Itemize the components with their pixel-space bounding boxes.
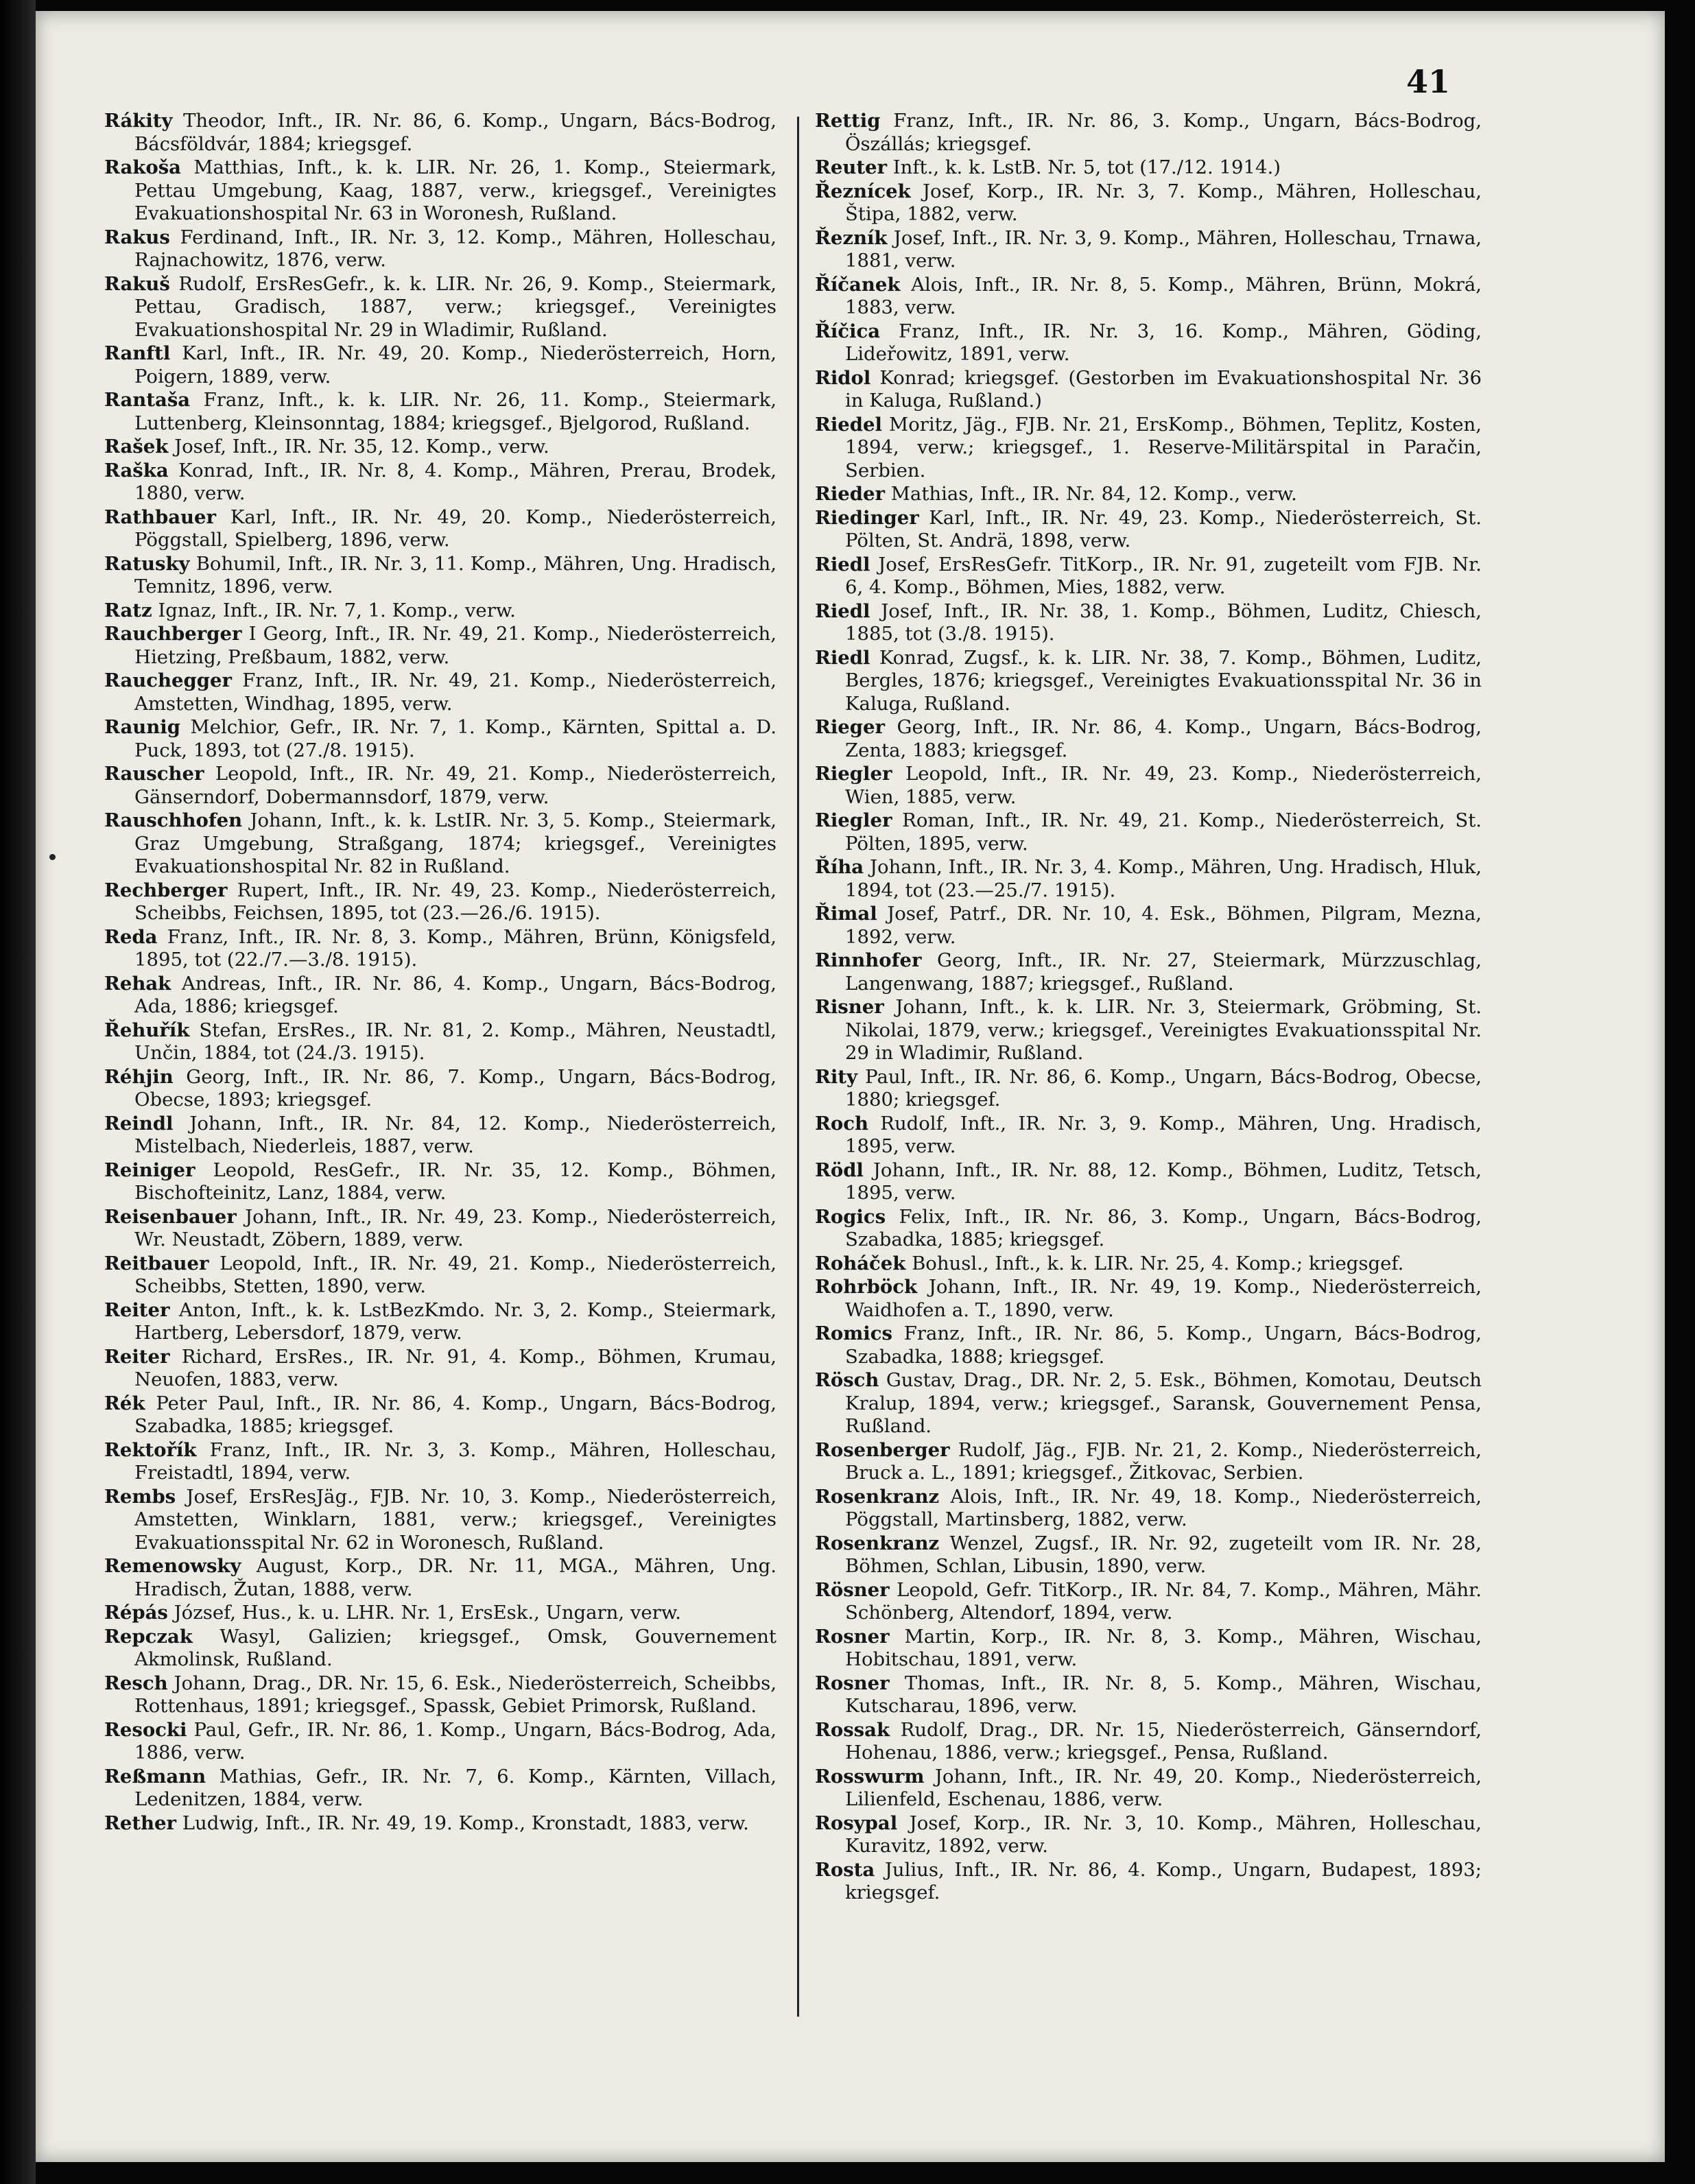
margin-mark: [49, 854, 56, 860]
page-number: 41: [1406, 63, 1451, 100]
entry-surname: Resocki: [104, 1718, 187, 1741]
entry-details: Rudolf, Jäg., FJB. Nr. 21, 2. Komp., Niederösterreich, Bruck a. L., 1891; kriegsgef., Žitkovac, Serbien.: [845, 1438, 1482, 1484]
entry-surname: Říčanek: [815, 273, 901, 296]
entry-details: Leopold, ResGefr., IR. Nr. 35, 12. Komp., Böhmen, Bischofteinitz, Lanz, 1884, verw.: [134, 1159, 777, 1204]
entry-surname: Reiniger: [104, 1159, 195, 1181]
entry-surname: Riedl: [815, 646, 870, 669]
casualty-entry: [104, 879, 777, 925]
casualty-entry: [815, 1113, 1482, 1159]
casualty-entry: [815, 554, 1482, 600]
casualty-entry: [104, 1019, 777, 1065]
casualty-entry: [104, 553, 777, 599]
casualty-entry: [815, 507, 1482, 553]
entry-surname: Říčica: [815, 320, 881, 342]
casualty-entry: [104, 763, 777, 809]
entry-surname: Riedinger: [815, 506, 919, 529]
casualty-entry: [815, 1859, 1482, 1905]
entry-details: Rudolf, ErsResGefr., k. k. LIR. Nr. 26, 9. Komp., Steiermark, Pettau, Gradisch, 1887, verw.; kriegsgef., Vereinigtes Evakuationshospital Nr. 29 in Wladimir, Rußland.: [134, 272, 777, 341]
entry-surname: Rity: [815, 1065, 857, 1088]
entry-details: Melchior, Gefr., IR. Nr. 7, 1. Komp., Kärnten, Spittal a. D. Puck, 1893, tot (27./8. 1915).: [134, 716, 777, 761]
entry-surname: Risner: [815, 996, 884, 1018]
entry-surname: Rauschhofen: [104, 809, 243, 831]
casualty-entry: [815, 483, 1482, 506]
entry-details: Rudolf, Inft., IR. Nr. 3, 9. Komp., Mähren, Ung. Hradisch, 1895, verw.: [845, 1112, 1482, 1157]
entry-details: Stefan, ErsRes., IR. Nr. 81, 2. Komp., Mähren, Neustadtl, Unčin, 1884, tot (24./3. 1915).: [134, 1019, 777, 1064]
casualty-entry: [815, 1626, 1482, 1672]
entry-surname: Reindl: [104, 1112, 174, 1135]
entry-surname: Roháček: [815, 1252, 906, 1274]
entry-surname: Riegler: [815, 763, 892, 785]
entry-details: Mathias, Gefr., IR. Nr. 7, 6. Komp., Kärnten, Villach, Ledenitzen, 1884, verw.: [134, 1765, 777, 1810]
entry-surname: Réhjin: [104, 1065, 174, 1088]
entry-surname: Řeznícek: [815, 180, 911, 202]
column-divider: [797, 117, 799, 2017]
casualty-entry: [104, 1206, 777, 1252]
entry-details: Johann, Inft., IR. Nr. 88, 12. Komp., Böhmen, Luditz, Tetsch, 1895, verw.: [845, 1159, 1482, 1204]
entry-surname: Riegler: [815, 809, 892, 831]
entry-details: Franz, Inft., k. k. LIR. Nr. 26, 11. Komp., Steiermark, Luttenberg, Kleinsonntag, 1884; kriegsgef., Bjelgorod, Rußland.: [134, 389, 777, 434]
entry-surname: Ranftl: [104, 342, 171, 364]
entry-details: Johann, Drag., DR. Nr. 15, 6. Esk., Niederösterreich, Scheibbs, Rottenhaus, 1891; kriegsgef., Spassk, Gebiet Primorsk, Rußland.: [134, 1672, 777, 1717]
entry-surname: Rether: [104, 1812, 177, 1834]
entry-details: József, Hus., k. u. LHR. Nr. 1, ErsEsk., Ungarn, verw.: [174, 1602, 681, 1624]
entry-surname: Reitbauer: [104, 1252, 209, 1274]
entry-details: Josef, Patrf., DR. Nr. 10, 4. Esk., Böhmen, Pilgram, Mezna, 1892, verw.: [845, 903, 1482, 948]
casualty-entry: [104, 1486, 777, 1555]
entry-surname: Rektořík: [104, 1438, 197, 1461]
casualty-entry: [104, 1392, 777, 1438]
entry-surname: Remenowsky: [104, 1555, 241, 1577]
casualty-entry: [815, 1719, 1482, 1765]
casualty-entry: [104, 1253, 777, 1298]
casualty-entry: [815, 320, 1482, 366]
entry-details: Franz, Inft., IR. Nr. 8, 3. Komp., Mähren, Brünn, Königsfeld, 1895, tot (22./7.—3./8. 1915).: [134, 925, 777, 971]
entry-surname: Rathbauer: [104, 506, 217, 528]
casualty-entry: [815, 1486, 1482, 1532]
casualty-entry: [104, 342, 777, 388]
casualty-entry: [815, 1672, 1482, 1718]
entry-details: Johann, Inft., IR. Nr. 49, 20. Komp., Niederösterreich, Lilienfeld, Eschenau, 1886, verw.: [845, 1765, 1482, 1810]
casualty-entry: [815, 716, 1482, 762]
entry-details: Ferdinand, Inft., IR. Nr. 3, 12. Komp., Mähren, Holleschau, Rajnachowitz, 1876, verw.: [134, 226, 777, 271]
entry-surname: Romics: [815, 1322, 892, 1344]
entry-details: Richard, ErsRes., IR. Nr. 91, 4. Komp., Böhmen, Krumau, Neuofen, 1883, verw.: [134, 1345, 777, 1390]
right-column: [815, 110, 1482, 1906]
entry-details: Ignaz, Inft., IR. Nr. 7, 1. Komp., verw.: [158, 599, 516, 621]
entry-details: Mathias, Inft., IR. Nr. 84, 12. Komp., verw.: [890, 483, 1297, 505]
entry-surname: Rakoša: [104, 156, 182, 178]
entry-details: Konrad; kriegsgef. (Gestorben im Evakuationshospital Nr. 36 in Kaluga, Rußland.): [845, 366, 1482, 412]
entry-surname: Repczak: [104, 1625, 193, 1648]
entry-details: Franz, Inft., IR. Nr. 86, 5. Komp., Ungarn, Bács-Bodrog, Szabadka, 1888; kriegsgef.: [845, 1322, 1482, 1368]
entry-surname: Rauscher: [104, 763, 204, 785]
entry-details: Johann, Inft., k. k. LIR. Nr. 3, Steiermark, Gröbming, St. Nikolai, 1879, verw.; kriegsgef., Vereinigtes Evakuationsspital Nr. 29 in Wladimir, Rußland.: [845, 996, 1482, 1064]
entry-surname: Řimal: [815, 903, 877, 925]
entry-surname: Říha: [815, 856, 864, 878]
entry-surname: Rosenkranz: [815, 1532, 940, 1554]
entry-details: Josef, Inft., IR. Nr. 38, 1. Komp., Böhmen, Luditz, Chiesch, 1885, tot (3./8. 1915).: [845, 600, 1482, 645]
casualty-entry: [815, 1812, 1482, 1858]
entry-details: Leopold, Inft., IR. Nr. 49, 21. Komp., Niederösterreich, Gänserndorf, Dobermannsdorf, 1879, verw.: [134, 763, 777, 808]
casualty-entry: [815, 763, 1482, 809]
entry-surname: Reda: [104, 925, 158, 948]
entry-details: Wasyl, Galizien; kriegsgef., Omsk, Gouvernement Akmolinsk, Rußland.: [134, 1625, 777, 1670]
entry-surname: Rogics: [815, 1205, 886, 1228]
casualty-entry: [104, 1346, 777, 1392]
entry-surname: Rosswurm: [815, 1765, 925, 1788]
casualty-entry: [104, 1719, 777, 1765]
entry-details: Karl, Inft., IR. Nr. 49, 20. Komp., Niederösterreich, Horn, Poigern, 1889, verw.: [134, 342, 777, 388]
casualty-entry: [815, 1439, 1482, 1485]
entry-details: Paul, Gefr., IR. Nr. 86, 1. Komp., Ungarn, Bács-Bodrog, Ada, 1886, verw.: [134, 1718, 777, 1764]
left-column: [104, 110, 777, 1836]
casualty-entry: [815, 1253, 1482, 1276]
casualty-entry: [815, 227, 1482, 273]
entry-details: Johann, Inft., IR. Nr. 49, 19. Komp., Niederösterreich, Waidhofen a. T., 1890, verw.: [845, 1276, 1482, 1321]
entry-details: Julius, Inft., IR. Nr. 86, 4. Komp., Ungarn, Budapest, 1893; kriegsgef.: [845, 1858, 1482, 1903]
entry-details: Franz, Inft., IR. Nr. 3, 3. Komp., Mähren, Holleschau, Freistadtl, 1894, verw.: [134, 1438, 777, 1484]
entry-surname: Ratz: [104, 599, 152, 621]
casualty-entry: [104, 110, 777, 156]
casualty-entry: [104, 809, 777, 879]
entry-details: August, Korp., DR. Nr. 11, MGA., Mähren, Ung. Hradisch, Žutan, 1888, verw.: [134, 1555, 777, 1600]
entry-surname: Reiter: [104, 1345, 170, 1368]
entry-details: Bohusl., Inft., k. k. LIR. Nr. 25, 4. Komp.; kriegsgef.: [912, 1252, 1404, 1274]
scan-left-edge: [0, 0, 36, 2184]
casualty-entry: [815, 180, 1482, 226]
casualty-entry: [104, 506, 777, 552]
entry-details: Roman, Inft., IR. Nr. 49, 21. Komp., Niederösterreich, St. Pölten, 1895, verw.: [845, 809, 1482, 855]
casualty-entry: [104, 926, 777, 972]
entry-details: Ludwig, Inft., IR. Nr. 49, 19. Komp., Kronstadt, 1883, verw.: [182, 1812, 749, 1834]
casualty-entry: [815, 156, 1482, 180]
entry-details: Theodor, Inft., IR. Nr. 86, 6. Komp., Ungarn, Bács-Bodrog, Bácsföldvár, 1884; kriegsgef.: [134, 110, 777, 155]
entry-details: Thomas, Inft., IR. Nr. 8, 5. Komp., Mähren, Wischau, Kutscharau, 1896, verw.: [845, 1672, 1482, 1717]
casualty-entry: [104, 600, 777, 623]
entry-surname: Reiter: [104, 1298, 170, 1321]
casualty-entry: [104, 1066, 777, 1112]
entry-surname: Rauchberger: [104, 623, 242, 645]
entry-details: Leopold, Gefr. TitKorp., IR. Nr. 84, 7. Komp., Mähren, Mähr. Schönberg, Altendorf, 1894, verw.: [845, 1578, 1482, 1624]
entry-details: Anton, Inft., k. k. LstBezKmdo. Nr. 3, 2. Komp., Steiermark, Hartberg, Lebersdorf, 1879, verw.: [134, 1298, 777, 1344]
casualty-entry: [815, 1579, 1482, 1625]
entry-surname: Reisenbauer: [104, 1205, 237, 1228]
entry-surname: Resch: [104, 1672, 168, 1694]
entry-details: Peter Paul, Inft., IR. Nr. 86, 4. Komp., Ungarn, Bács-Bodrog, Szabadka, 1885; kriegsgef.: [134, 1392, 777, 1437]
entry-surname: Řezník: [815, 226, 888, 249]
entry-details: Josef, ErsResJäg., FJB. Nr. 10, 3. Komp., Niederösterreich, Amstetten, Winklarn, 1881, verw.; kriegsgef., Vereinigtes Evakuationsspital Nr. 62 in Woronesch, Rußland.: [134, 1485, 777, 1554]
entry-details: Martin, Korp., IR. Nr. 8, 3. Komp., Mähren, Wischau, Hobitschau, 1891, verw.: [845, 1625, 1482, 1670]
entry-details: Franz, Inft., IR. Nr. 86, 3. Komp., Ungarn, Bács-Bodrog, Öszállás; kriegsgef.: [845, 110, 1482, 155]
casualty-entry: [815, 996, 1482, 1065]
entry-details: Georg, Inft., IR. Nr. 27, Steiermark, Mürzzuschlag, Langenwang, 1887; kriegsgef., Rußland.: [845, 949, 1482, 995]
casualty-entry: [104, 1766, 777, 1812]
entry-surname: Répás: [104, 1602, 168, 1624]
casualty-entry: [104, 1626, 777, 1672]
entry-surname: Rechberger: [104, 879, 228, 901]
entry-details: Johann, Inft., k. k. LstIR. Nr. 3, 5. Komp., Steiermark, Graz Umgebung, Straßgang, 1874; kriegsgef., Vereinigtes Evakuationshospital Nr. 82 in Rußland.: [134, 809, 777, 877]
casualty-entry: [815, 274, 1482, 320]
entry-surname: Rieger: [815, 716, 886, 738]
casualty-entry: [104, 1812, 777, 1836]
entry-details: Alois, Inft., IR. Nr. 49, 18. Komp., Niederösterreich, Pöggstall, Martinsberg, 1882, verw.: [845, 1485, 1482, 1530]
casualty-entry: [815, 1766, 1482, 1812]
entry-surname: Ridol: [815, 366, 871, 389]
casualty-entry: [104, 460, 777, 506]
entry-surname: Rohrböck: [815, 1276, 918, 1298]
entry-details: Johann, Inft., IR. Nr. 3, 4. Komp., Mähren, Ung. Hradisch, Hluk, 1894, tot (23.—25./7. 1915).: [845, 856, 1482, 901]
casualty-entry: [815, 809, 1482, 855]
casualty-entry: [104, 716, 777, 762]
entry-surname: Rembs: [104, 1485, 176, 1508]
entry-surname: Rašek: [104, 436, 169, 458]
casualty-entry: [815, 856, 1482, 902]
entry-details: Paul, Inft., IR. Nr. 86, 6. Komp., Ungarn, Bács-Bodrog, Obecse, 1880; kriegsgef.: [845, 1065, 1482, 1111]
entry-surname: Rakuš: [104, 272, 170, 295]
entry-details: Matthias, Inft., k. k. LIR. Nr. 26, 1. Komp., Steiermark, Pettau Umgebung, Kaag, 1887, verw., kriegsgef., Vereinigtes Evakuationshospital Nr. 63 in Woronesh, Rußland.: [134, 156, 777, 224]
entry-details: Wenzel, Zugsf., IR. Nr. 92, zugeteilt vom IR. Nr. 28, Böhmen, Schlan, Libusin, 1890, verw.: [845, 1532, 1482, 1577]
entry-surname: Roch: [815, 1112, 868, 1135]
entry-details: Karl, Inft., IR. Nr. 49, 20. Komp., Niederösterreich, Pöggstall, Spielberg, 1896, verw.: [134, 506, 777, 551]
entry-surname: Rákity: [104, 110, 173, 132]
entry-surname: Rosenkranz: [815, 1485, 940, 1508]
casualty-entry: [815, 1369, 1482, 1438]
entry-details: Josef, Inft., IR. Nr. 3, 9. Komp., Mähren, Holleschau, Trnawa, 1881, verw.: [845, 226, 1482, 272]
casualty-entry: [815, 1276, 1482, 1322]
entry-details: I Georg, Inft., IR. Nr. 49, 21. Komp., Niederösterreich, Hietzing, Preßbaum, 1882, verw.: [134, 623, 777, 668]
entry-surname: Raška: [104, 459, 169, 482]
entry-details: Johann, Inft., IR. Nr. 49, 23. Komp., Niederösterreich, Wr. Neustadt, Zöbern, 1889, verw.: [134, 1205, 777, 1250]
entry-surname: Rödl: [815, 1159, 864, 1181]
entry-details: Rupert, Inft., IR. Nr. 49, 23. Komp., Niederösterreich, Scheibbs, Feichsen, 1895, tot (23.—26./6. 1915).: [134, 879, 777, 924]
entry-details: Georg, Inft., IR. Nr. 86, 4. Komp., Ungarn, Bács-Bodrog, Zenta, 1883; kriegsgef.: [845, 716, 1482, 761]
entry-surname: Rieder: [815, 483, 886, 505]
entry-surname: Riedel: [815, 413, 882, 436]
casualty-entry: [815, 949, 1482, 995]
casualty-entry: [104, 973, 777, 1019]
entry-surname: Ratusky: [104, 552, 190, 575]
entry-surname: Rösch: [815, 1369, 879, 1391]
entry-surname: Rantaša: [104, 389, 191, 411]
entry-surname: Rossak: [815, 1718, 890, 1741]
casualty-entry: [815, 1066, 1482, 1112]
entry-details: Karl, Inft., IR. Nr. 49, 23. Komp., Niederösterreich, St. Pölten, St. Andrä, 1898, verw.: [845, 506, 1482, 551]
entry-details: Josef, Inft., IR. Nr. 35, 12. Komp., verw.: [174, 436, 549, 458]
entry-surname: Rauchegger: [104, 669, 232, 691]
casualty-entry: [815, 1159, 1482, 1205]
casualty-entry: [104, 1672, 777, 1718]
entry-details: Alois, Inft., IR. Nr. 8, 5. Komp., Mähren, Brünn, Mokrá, 1883, verw.: [845, 273, 1482, 318]
entry-details: Josef, Korp., IR. Nr. 3, 7. Komp., Mähren, Holleschau, Štipa, 1882, verw.: [845, 180, 1482, 225]
casualty-entry: [104, 226, 777, 272]
entry-surname: Rettig: [815, 110, 881, 132]
casualty-entry: [104, 156, 777, 226]
entry-details: Moritz, Jäg., FJB. Nr. 21, ErsKomp., Böhmen, Teplitz, Kosten, 1894, verw.; kriegsgef., 1. Reserve-Militärspital in Paračin, Serbien.: [845, 413, 1482, 482]
entry-details: Inft., k. k. LstB. Nr. 5, tot (17./12. 1914.): [892, 156, 1281, 178]
casualty-entry: [104, 623, 777, 669]
entry-details: Bohumil, Inft., IR. Nr. 3, 11. Komp., Mähren, Ung. Hradisch, Temnitz, 1896, verw.: [134, 552, 777, 597]
entry-details: Josef, Korp., IR. Nr. 3, 10. Komp., Mähren, Holleschau, Kuravitz, 1892, verw.: [845, 1812, 1482, 1857]
casualty-entry: [815, 414, 1482, 483]
entry-details: Felix, Inft., IR. Nr. 86, 3. Komp., Ungarn, Bács-Bodrog, Szabadka, 1885; kriegsgef.: [845, 1205, 1482, 1250]
entry-surname: Rosenberger: [815, 1438, 950, 1461]
casualty-entry: [815, 1322, 1482, 1368]
entry-surname: Riedl: [815, 553, 870, 575]
entry-surname: Rosner: [815, 1672, 890, 1694]
casualty-entry: [815, 647, 1482, 716]
casualty-entry: [815, 1532, 1482, 1578]
casualty-entry: [815, 367, 1482, 413]
entry-surname: Raunig: [104, 716, 180, 738]
entry-surname: Řehuřík: [104, 1019, 190, 1041]
casualty-entry: [104, 1299, 777, 1345]
entry-surname: Rinnhofer: [815, 949, 922, 971]
entry-details: Georg, Inft., IR. Nr. 86, 7. Komp., Ungarn, Bács-Bodrog, Obecse, 1893; kriegsgef.: [134, 1065, 777, 1111]
casualty-entry: [104, 1113, 777, 1159]
entry-surname: Rösner: [815, 1578, 890, 1601]
entry-surname: Rék: [104, 1392, 145, 1414]
entry-details: Josef, ErsResGefr. TitKorp., IR. Nr. 91, zugeteilt vom FJB. Nr. 6, 4. Komp., Böhmen, Mies, 1882, verw.: [845, 553, 1482, 598]
casualty-entry: [104, 389, 777, 435]
entry-details: Franz, Inft., IR. Nr. 3, 16. Komp., Mähren, Göding, Lideřowitz, 1891, verw.: [845, 320, 1482, 365]
casualty-entry: [815, 903, 1482, 949]
entry-surname: Rosta: [815, 1858, 875, 1881]
casualty-entry: [104, 1602, 777, 1625]
entry-details: Gustav, Drag., DR. Nr. 2, 5. Esk., Böhmen, Komotau, Deutsch Kralup, 1894, verw.; kriegsgef., Saransk, Gouvernement Pensa, Rußland.: [845, 1369, 1482, 1437]
entry-details: Konrad, Zugsf., k. k. LIR. Nr. 38, 7. Komp., Böhmen, Luditz, Bergles, 1876; kriegsgef., Vereinigtes Evakuationsspital Nr. 36 in Kaluga, Rußland.: [845, 646, 1482, 715]
casualty-entry: [104, 1555, 777, 1601]
entry-surname: Reßmann: [104, 1765, 206, 1788]
entry-surname: Rakus: [104, 226, 170, 248]
entry-details: Leopold, Inft., IR. Nr. 49, 21. Komp., Niederösterreich, Scheibbs, Stetten, 1890, verw.: [134, 1252, 777, 1297]
casualty-entry: [815, 600, 1482, 646]
entry-details: Leopold, Inft., IR. Nr. 49, 23. Komp., Niederösterreich, Wien, 1885, verw.: [845, 763, 1482, 808]
entry-details: Franz, Inft., IR. Nr. 49, 21. Komp., Niederösterreich, Amstetten, Windhag, 1895, verw.: [134, 669, 777, 715]
casualty-entry: [815, 110, 1482, 156]
entry-details: Johann, Inft., IR. Nr. 84, 12. Komp., Niederösterreich, Mistelbach, Niederleis, 1887, verw.: [134, 1112, 777, 1157]
entry-surname: Reuter: [815, 156, 888, 178]
entry-details: Rudolf, Drag., DR. Nr. 15, Niederösterreich, Gänserndorf, Hohenau, 1886, verw.; kriegsgef., Pensa, Rußland.: [845, 1718, 1482, 1764]
casualty-entry: [104, 1439, 777, 1485]
entry-surname: Rehak: [104, 972, 171, 995]
entry-surname: Rosypal: [815, 1812, 898, 1834]
casualty-entry: [104, 436, 777, 459]
entry-details: Konrad, Inft., IR. Nr. 8, 4. Komp., Mähren, Prerau, Brodek, 1880, verw.: [134, 459, 777, 504]
entry-surname: Riedl: [815, 600, 870, 622]
casualty-entry: [104, 1159, 777, 1205]
casualty-entry: [104, 273, 777, 342]
entry-details: Andreas, Inft., IR. Nr. 86, 4. Komp., Ungarn, Bács-Bodrog, Ada, 1886; kriegsgef.: [134, 972, 777, 1017]
casualty-entry: [104, 669, 777, 715]
entry-surname: Rosner: [815, 1625, 890, 1648]
casualty-entry: [815, 1206, 1482, 1252]
